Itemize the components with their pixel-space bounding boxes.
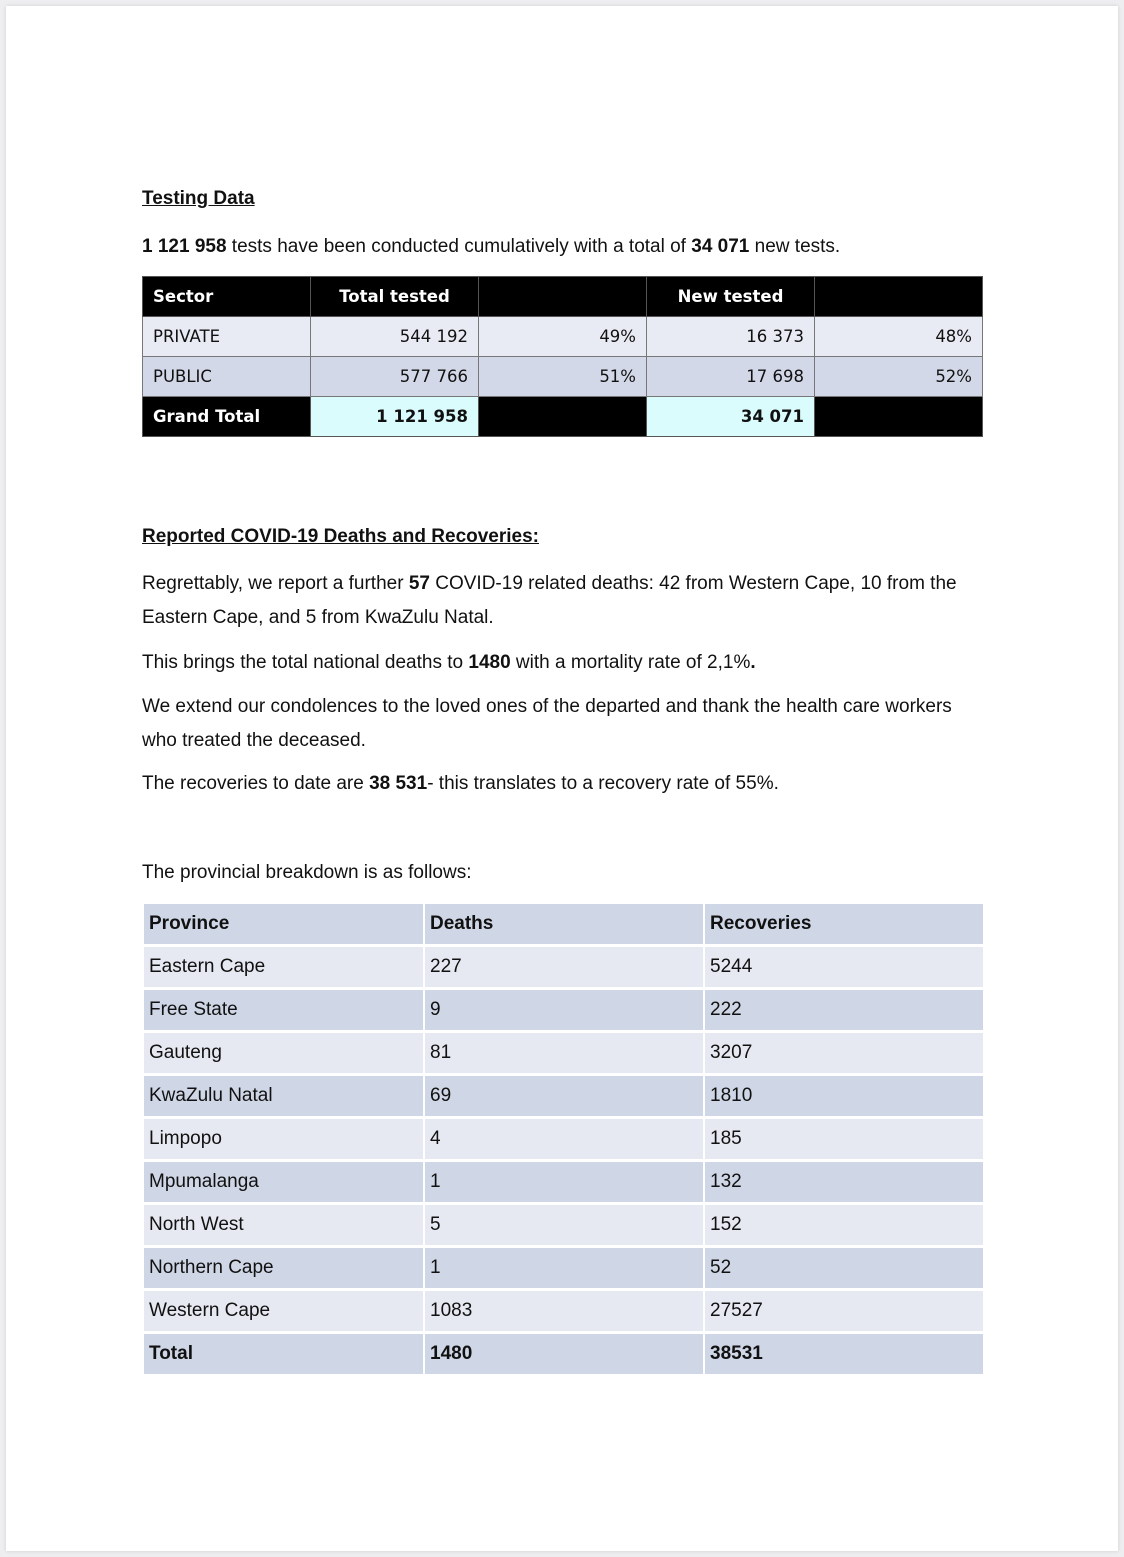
grand-total-blank xyxy=(815,397,983,437)
header-cell xyxy=(479,277,647,317)
testing-data-heading: Testing Data xyxy=(142,188,255,209)
recoveries-cell: 27527 xyxy=(704,1290,984,1333)
p4-text-a: The recoveries to date are xyxy=(142,773,370,794)
table-row xyxy=(144,1204,984,1247)
new-pct-cell: 48% xyxy=(815,317,983,357)
recoveries-cell: 132 xyxy=(704,1161,984,1204)
header-cell: Sector xyxy=(143,277,311,317)
total-tested-cell: 544 192 xyxy=(311,317,479,357)
grand-total-tested: 1 121 958 xyxy=(311,397,479,437)
province-cell: Eastern Cape xyxy=(144,946,424,989)
deaths-cell: 9 xyxy=(424,989,704,1032)
deaths-cell: 69 xyxy=(424,1075,704,1118)
total-tests-value: 1 121 958 xyxy=(142,236,227,257)
recoveries-cell: 185 xyxy=(704,1118,984,1161)
intro-text-2: new tests. xyxy=(749,236,841,257)
recoveries-value: 38 531 xyxy=(369,773,428,794)
table-row xyxy=(143,357,983,397)
recoveries-cell: 1810 xyxy=(704,1075,984,1118)
p2-period: . xyxy=(750,652,756,673)
grand-total-row xyxy=(143,397,983,437)
provincial-header-row xyxy=(144,904,984,946)
province-cell: North West xyxy=(144,1204,424,1247)
province-cell: Mpumalanga xyxy=(144,1161,424,1204)
deaths-paragraph-3: We extend our condolences to the loved ones of the departed and thank the health care workers who treated the deceased. xyxy=(142,696,952,751)
recoveries-cell: 3207 xyxy=(704,1032,984,1075)
deaths-paragraph-1 xyxy=(142,567,962,635)
total-deaths-cell: 1480 xyxy=(424,1333,704,1376)
province-cell: Gauteng xyxy=(144,1032,424,1075)
grand-total-label: Grand Total xyxy=(143,397,311,437)
sector-cell: PUBLIC xyxy=(143,357,311,397)
table-row xyxy=(144,1161,984,1204)
deaths-cell: 1 xyxy=(424,1161,704,1204)
sector-cell: PRIVATE xyxy=(143,317,311,357)
table-row xyxy=(144,1247,984,1290)
p2-text-a: This brings the total national deaths to xyxy=(142,652,469,673)
new-pct-cell: 52% xyxy=(815,357,983,397)
p2-text-b: with a mortality rate of 2,1% xyxy=(510,652,751,673)
table-row xyxy=(144,1075,984,1118)
provincial-intro: The provincial breakdown is as follows: xyxy=(142,862,472,883)
p1-text-b: COVID-19 related deaths: 42 from Western Cape, 10 from the Eastern Cape, and 5 from KwaZulu Natal. xyxy=(142,573,957,628)
table-row xyxy=(143,317,983,357)
new-tested-cell: 17 698 xyxy=(647,357,815,397)
recoveries-cell: 5244 xyxy=(704,946,984,989)
table-row xyxy=(144,1118,984,1161)
total-label-cell: Total xyxy=(144,1333,424,1376)
deaths-cell: 5 xyxy=(424,1204,704,1247)
new-tested-cell: 16 373 xyxy=(647,317,815,357)
provincial-table xyxy=(144,904,985,1377)
recoveries-cell: 152 xyxy=(704,1204,984,1247)
testing-table xyxy=(142,276,983,437)
deaths-paragraph-4 xyxy=(142,767,962,801)
provincial-total-row xyxy=(144,1333,984,1376)
deaths-cell: 227 xyxy=(424,946,704,989)
total-deaths-value: 1480 xyxy=(468,652,511,673)
province-cell: Northern Cape xyxy=(144,1247,424,1290)
total-pct-cell: 51% xyxy=(479,357,647,397)
p4-text-b: - this translates to a recovery rate of 55%. xyxy=(427,773,779,794)
document-page xyxy=(6,6,1118,1551)
testing-table-header xyxy=(143,277,983,317)
table-row xyxy=(144,989,984,1032)
p1-text-a: Regrettably, we report a further xyxy=(142,573,409,594)
deaths-cell: 81 xyxy=(424,1032,704,1075)
header-cell: New tested xyxy=(647,277,815,317)
province-cell: Free State xyxy=(144,989,424,1032)
total-tested-cell: 577 766 xyxy=(311,357,479,397)
total-pct-cell: 49% xyxy=(479,317,647,357)
deaths-recoveries-heading: Reported COVID-19 Deaths and Recoveries: xyxy=(142,526,540,547)
recoveries-cell: 52 xyxy=(704,1247,984,1290)
deaths-cell: 1083 xyxy=(424,1290,704,1333)
new-deaths-value: 57 xyxy=(408,573,430,594)
table-row xyxy=(144,946,984,989)
header-cell: Province xyxy=(144,904,424,946)
grand-total-new: 34 071 xyxy=(647,397,815,437)
deaths-cell: 4 xyxy=(424,1118,704,1161)
testing-intro xyxy=(142,230,962,264)
header-cell: Deaths xyxy=(424,904,704,946)
grand-total-blank xyxy=(479,397,647,437)
total-recoveries-cell: 38531 xyxy=(704,1333,984,1376)
deaths-cell: 1 xyxy=(424,1247,704,1290)
header-cell xyxy=(815,277,983,317)
recoveries-cell: 222 xyxy=(704,989,984,1032)
header-cell: Total tested xyxy=(311,277,479,317)
table-row xyxy=(144,1032,984,1075)
header-cell: Recoveries xyxy=(704,904,984,946)
province-cell: Western Cape xyxy=(144,1290,424,1333)
province-cell: KwaZulu Natal xyxy=(144,1075,424,1118)
new-tests-value: 34 071 xyxy=(691,236,750,257)
deaths-paragraph-2 xyxy=(142,646,962,680)
intro-text-1: tests have been conducted cumulatively with a total of xyxy=(226,236,692,257)
table-row xyxy=(144,1290,984,1333)
province-cell: Limpopo xyxy=(144,1118,424,1161)
